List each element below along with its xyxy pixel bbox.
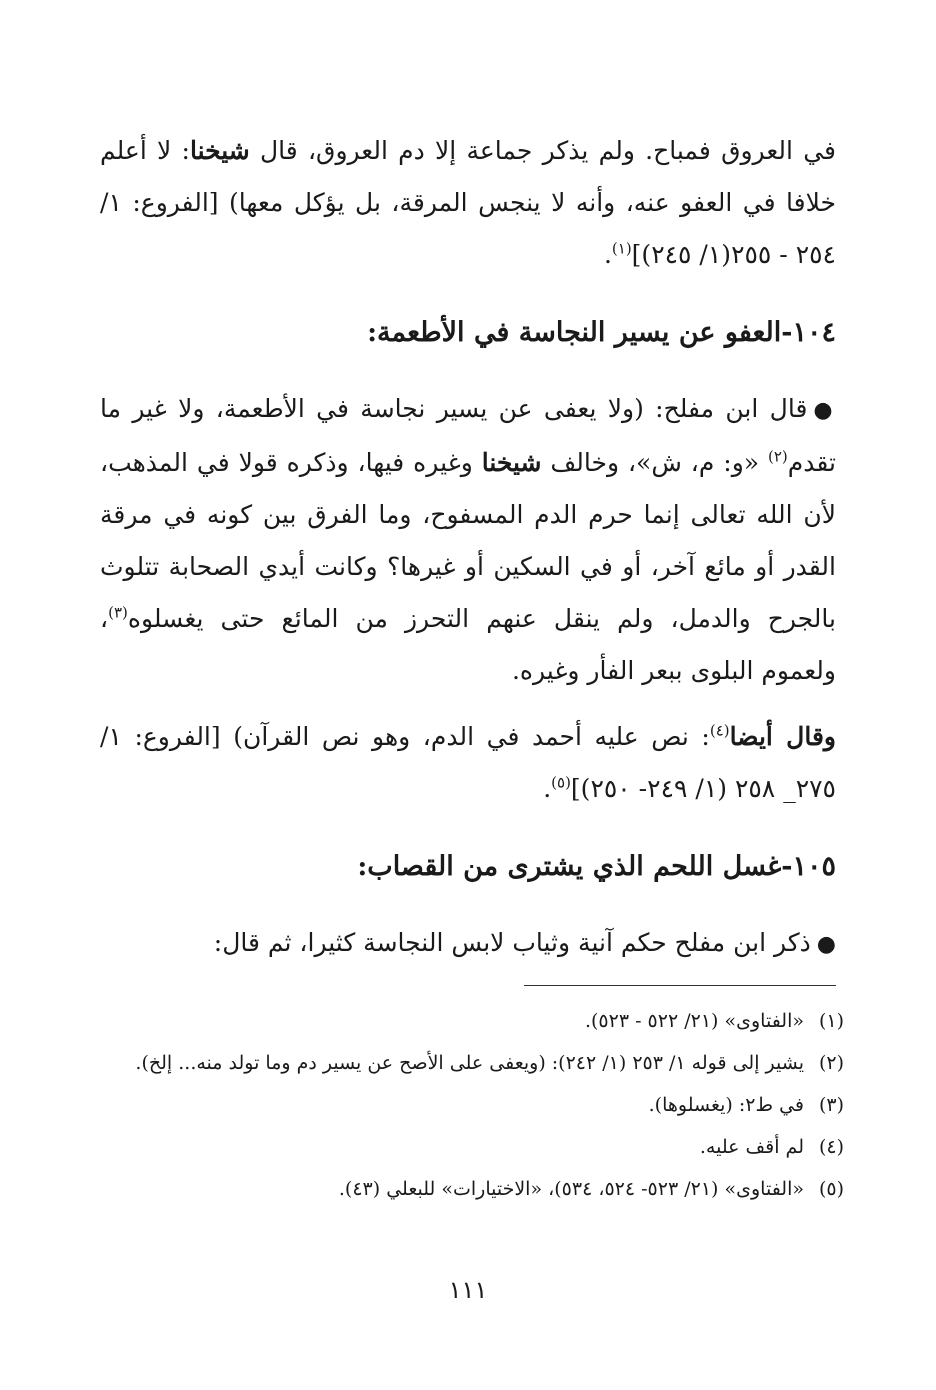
footnote-number: (٥) — [818, 1178, 844, 1200]
bullet-icon: ● — [813, 398, 836, 423]
paragraph-1: في العروق فمباح. ولم يذكر جماعة إلا دم العروق، قال شيخنا: لا أعلم خلافا في العفو عنه، وأنه لا ينجس المرقة، بل يؤكل معها) [الفروع: ١/ ٢٥٤ - ٢٥٥(١/ ٢٤٥)]$^{(١)}$. — [100, 136, 836, 269]
para1-text: في العروق فمباح. ولم يذكر جماعة إلا دم العروق، قال — [249, 136, 836, 165]
footnote-number: (٤) — [818, 1136, 844, 1158]
footnotes — [100, 1000, 844, 1210]
section-heading-105 — [100, 841, 836, 893]
para1-bold: شيخنا — [189, 136, 250, 165]
footnote-3 — [100, 1084, 844, 1126]
section-number: ١٠٤ — [792, 317, 836, 348]
page-number: ١١١ — [448, 1276, 488, 1304]
paragraph-4 — [100, 917, 836, 971]
paragraph-3: وقال أيضا$^{(٤)}$: نص عليه أحمد في الدم، وهو نص القرآن) [الفروع: ١/ ٢٧٥_ ٢٥٨ (١/ ٢٤٩- ٢٥٠)]$^{(٥)}$. — [100, 721, 836, 803]
footnote-text: في ط٢: (يغسلوها). — [648, 1094, 804, 1116]
footnote-text: لم أقف عليه. — [699, 1136, 804, 1158]
para2-bold: شيخنا — [481, 448, 542, 477]
para2-mid2: وغيره فيها، وذكره قولا في المذهب، لأن الله تعالى إنما حرم الدم المسفوح، وما الفرق بين كونه في مرقة القدر أو مائع آخر، أو في السكين أو غيرها؟ وكانت أيدي الصحابة تتلوث بالجرح والدمل، ولم ينقل عنهم التحرز من المائع حتى يغسلوه — [100, 448, 836, 633]
para3-bold: وقال أيضا — [729, 722, 836, 751]
footnote-ref-3: (٣) — [108, 603, 128, 622]
footnote-5 — [100, 1168, 844, 1210]
page-body — [100, 125, 836, 971]
footnote-1 — [100, 1000, 844, 1042]
footnote-ref-2: (٢) — [768, 447, 788, 466]
section-number-2: ١٠٥ — [792, 851, 836, 882]
footnote-ref-5: (٥) — [551, 773, 571, 792]
para2-mid1: «و: م، ش»، وخالف — [541, 448, 768, 477]
footnote-ref-1: (١) — [611, 239, 632, 258]
footnote-2 — [100, 1042, 844, 1084]
para2-end: ، ولعموم البلوى ببعر الفأر وغيره. — [100, 604, 836, 685]
para3-text: : نص عليه أحمد في الدم، وهو نص القرآن) [الفروع: ١/ ٢٧٥_ ٢٥٨ (١/ ٢٤٩- ٢٥٠)] — [100, 722, 836, 803]
footnote-text: «الفتاوى» (٢١/ ٥٢٢ - ٥٢٣). — [584, 1010, 804, 1032]
footnote-number: (٣) — [818, 1094, 844, 1116]
section-title: -العفو عن يسير النجاسة في الأطعمة: — [367, 317, 793, 348]
footnote-divider — [524, 985, 836, 986]
footnote-ref-4: (٤) — [709, 721, 730, 740]
footnote-number: (٢) — [818, 1052, 844, 1074]
section-title-2: -غسل اللحم الذي يشترى من القصاب: — [357, 851, 793, 882]
para1-rest: : لا أعلم خلافا في العفو عنه، وأنه لا ينجس المرقة، بل يؤكل معها) [الفروع: ١/ ٢٥٤ - ٢٥٥(١/ ٢٤٥)] — [100, 136, 836, 269]
para2-start: قال ابن مفلح: (ولا يعفى عن يسير نجاسة في الأطعمة، ولا غير ما تقدم — [100, 394, 836, 477]
paragraph-2 — [100, 383, 836, 697]
bullet-icon-2: ● — [816, 932, 836, 957]
footnote-text: يشير إلى قوله ١/ ٢٥٣ (١/ ٢٤٢): (ويعفى على الأصح عن يسير دم وما تولد منه... إلخ). — [135, 1052, 804, 1074]
section-heading-104 — [100, 307, 836, 359]
footnote-number: (١) — [818, 1010, 844, 1032]
footnote-4 — [100, 1126, 844, 1168]
para4-text: ذكر ابن مفلح حكم آنية وثياب لابس النجاسة كثيرا، ثم قال: — [213, 928, 811, 957]
footnote-text: «الفتاوى» (٢١/ ٥٢٣- ٥٢٤، ٥٣٤)، «الاختيارات» للبعلي (٤٣). — [338, 1178, 804, 1200]
